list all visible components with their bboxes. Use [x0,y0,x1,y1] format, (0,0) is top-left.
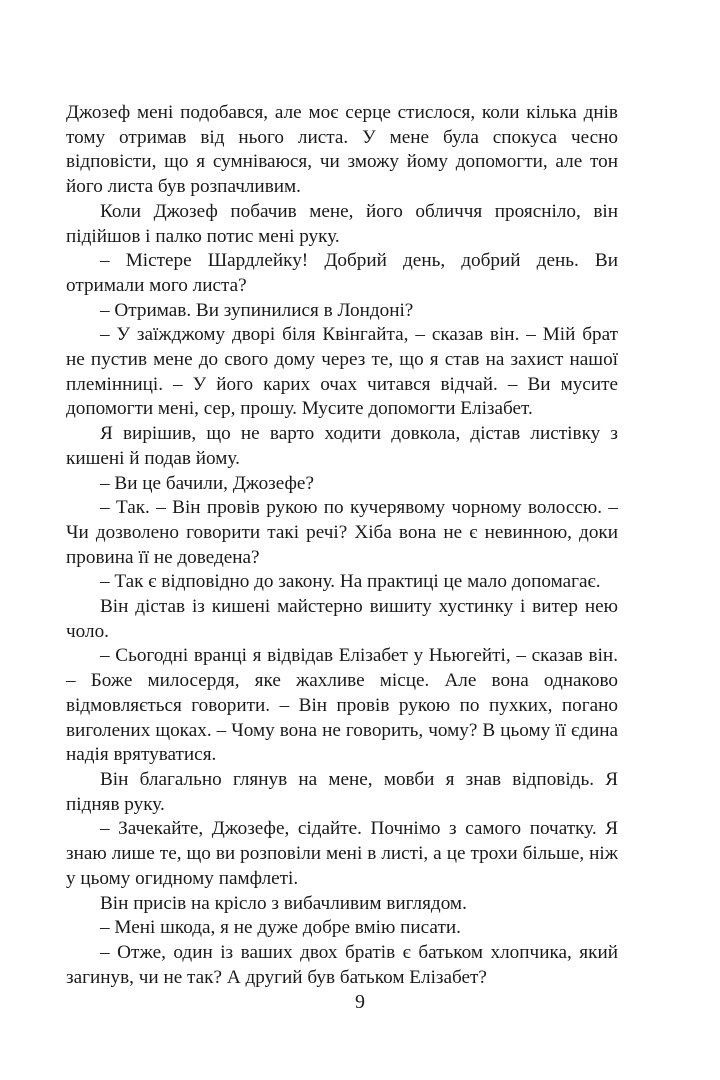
paragraph: – Так є вiдповiдно до закону. На практицi це мало допомагає. [100,571,601,593]
paragraph: Я вирiшив, що не варто ходити довкола, дiстав листiвку з кишенi й подав йому. [66,423,618,469]
paragraph: – Менi шкода, я не дуже добре вмiю писати. [100,917,461,939]
page-number: 9 [355,991,365,1013]
paragraph: – У заїжджому дворi бiля Квiнгайта, – сказав вiн. – Мiй брат не пустив мене до свого дому через те, що я став на захист нашої племiнницi. – У його карих очах читався вiдчай. – Ви мусите допомогти менi, сер, прошу. Мусите допомогти Елiзабет. [66,324,618,420]
paragraph: – Сьогоднi вранцi я вiдвiдав Елiзабет у Ньюгейтi, – сказав вiн. – Боже милосердя, яке жахливе мiсце. Але вона однаково вiдмовляється говорити. – Вiн провiв рукою по пухких, погано виголених щоках. – Чому вона не говорить, чому? В цьому її єдина надiя врятуватися. [66,645,618,766]
paragraph: – Ви це бачили, Джозефе? [100,472,314,494]
paragraph: Вiн благально глянув на мене, мовби я знав вiдповiдь. Я пiдняв руку. [66,768,618,815]
paragraph: – Отже, один iз ваших двох братiв є батьком хлопчика, який загинув, чи не так? А другий був батьком Елiзабет? [66,941,618,988]
paragraph: Джозеф мені подобався, але моє серце стислося, коли кілька днів тому отримав від нього листа. У мене була спокуса чесно відповісти, що я сумніваюся, чи зможу йому допомогти, але тон його листа був розпачливим. [66,102,618,198]
paragraph: Коли Джозеф побачив мене, його обличчя прояснiло, вiн пiдiйшов i палко потис менi руку. [66,200,618,247]
body-text [66,101,618,990]
paragraph: – Отримав. Ви зупинилися в Лондонi? [100,299,414,321]
paragraph: – Так. – Вiн провiв рукою по кучерявому чорному волоссю. – Чи дозволено говорити такi речi? Хiба вона не є невинною, доки провина її не доведена? [66,497,618,568]
paragraph: Вiн дiстав iз кишенi майстерно вишиту хустинку i витер нею чоло. [66,596,618,642]
paragraph: Вiн присiв на крiсло з вибачливим виглядом. [100,892,467,914]
paragraph: – Зачекайте, Джозефе, сiдайте. Почнiмо з самого початку. Я знаю лише те, що ви розповiли менi в листi, а це трохи бiльше, нiж у цьому огидному памфлетi. [66,818,618,889]
paragraph: – Мiстере Шардлейку! Добрий день, добрий день. Ви отримали мого листа? [66,250,618,296]
